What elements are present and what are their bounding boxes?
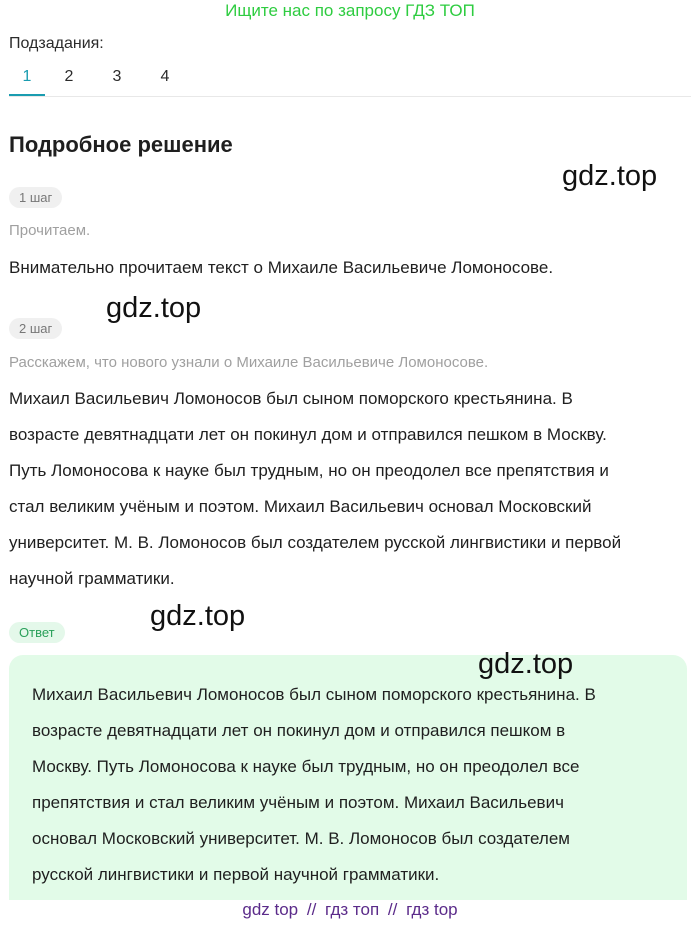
answer-line: основал Московский университет. М. В. Ломоносов был создателем <box>32 829 570 848</box>
subtask-tabs <box>9 66 189 96</box>
step-2-subtitle: Расскажем, что нового узнали о Михаиле Васильевиче Ломоносове. <box>9 354 489 371</box>
tabs-divider <box>9 96 691 97</box>
answer-box <box>9 655 687 900</box>
tab-4[interactable]: 4 <box>160 68 170 85</box>
page-title: Подробное решение <box>9 132 233 157</box>
watermark: gdz.top <box>562 160 658 192</box>
step-2-text <box>9 381 691 597</box>
watermark: gdz.top <box>150 600 246 632</box>
step-2-line: научной грамматики. <box>9 569 175 588</box>
answer-text <box>32 677 657 893</box>
answer-badge: Ответ <box>9 622 65 643</box>
footer-separator: // <box>306 900 317 919</box>
footer-link[interactable]: gdz top <box>242 900 299 919</box>
answer-line: Михаил Васильевич Ломоносов был сыном поморского крестьянина. В <box>32 685 596 704</box>
tab-1[interactable]: 1 <box>9 66 45 96</box>
step-1-text: Внимательно прочитаем текст о Михаиле Васильевиче Ломоносове. <box>9 258 554 277</box>
watermark: gdz.top <box>478 648 574 680</box>
subtasks-label: Подзадания: <box>9 35 104 52</box>
search-banner: Ищите нас по запросу ГДЗ ТОП <box>225 1 475 20</box>
tab-2[interactable]: 2 <box>64 68 74 85</box>
tab-3[interactable]: 3 <box>112 68 122 85</box>
step-1-badge: 1 шаг <box>9 187 62 208</box>
watermark: gdz.top <box>106 292 202 324</box>
footer-links <box>0 900 700 920</box>
footer-link[interactable]: гдз топ <box>325 900 380 919</box>
answer-line: препятствия и стал великим учёным и поэтом. Михаил Васильевич <box>32 793 564 812</box>
step-1-subtitle: Прочитаем. <box>9 222 91 239</box>
answer-line: возрасте девятнадцати лет он покинул дом и отправился пешком в <box>32 721 566 740</box>
step-2-badge: 2 шаг <box>9 318 62 339</box>
step-2-line: Путь Ломоносова к науке был трудным, но он преодолел все препятствия и <box>9 461 609 480</box>
step-2-line: стал великим учёным и поэтом. Михаил Васильевич основал Московский <box>9 497 592 516</box>
step-2-line: университет. М. В. Ломоносов был создателем русской лингвистики и первой <box>9 533 622 552</box>
footer-link[interactable]: гдз top <box>406 900 458 919</box>
answer-line: русской лингвистики и первой научной грамматики. <box>32 865 440 884</box>
footer-separator: // <box>387 900 398 919</box>
step-2-line: возрасте девятнадцати лет он покинул дом и отправился пешком в Москву. <box>9 425 607 444</box>
answer-line: Москву. Путь Ломоносова к науке был трудным, но он преодолел все <box>32 757 580 776</box>
step-2-line: Михаил Васильевич Ломоносов был сыном поморского крестьянина. В <box>9 389 573 408</box>
